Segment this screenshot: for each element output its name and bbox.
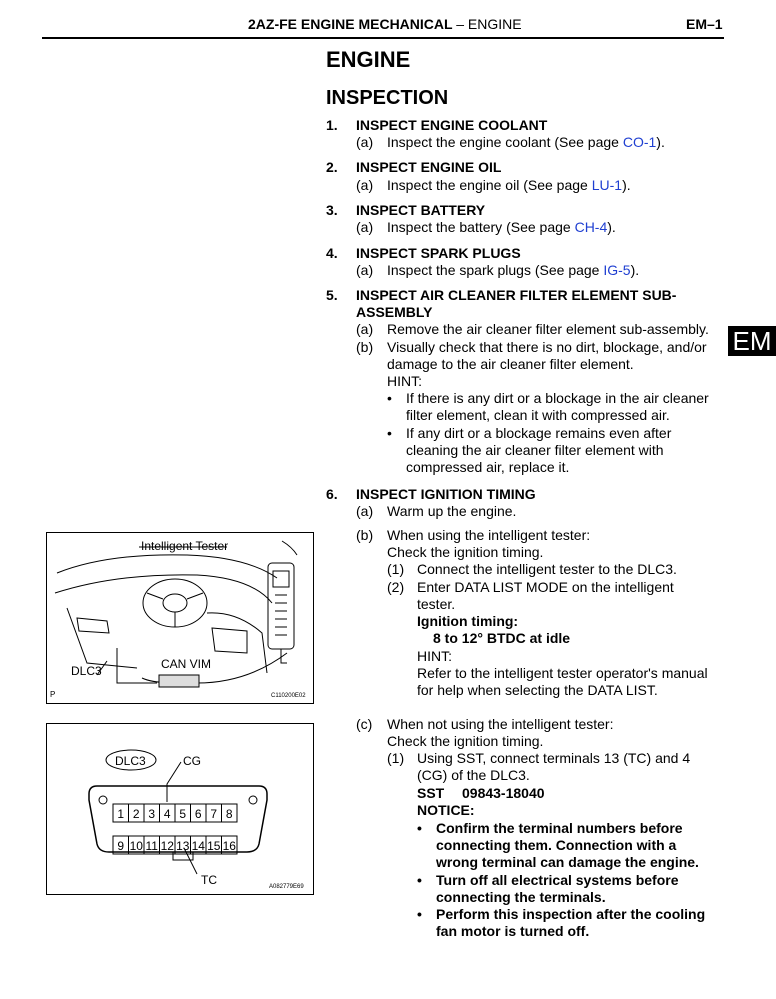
sub-text xyxy=(387,219,727,236)
step-title: INSPECT ENGINE OIL xyxy=(356,159,502,175)
bullet-dot: • xyxy=(417,872,422,888)
dashboard-illustration xyxy=(47,533,313,703)
step-6-b-1-text: Connect the intelligent tester to the DLC3. xyxy=(417,561,677,577)
sub-text xyxy=(387,262,727,279)
notice-line: Perform this inspection after the cooling xyxy=(436,906,706,922)
running-header xyxy=(248,16,522,32)
sub-text-check: Check the ignition timing. xyxy=(387,733,544,749)
sub-text-line1: Visually check that there is no dirt, blockage, and/or xyxy=(387,339,707,355)
step-number: 1. xyxy=(326,117,338,133)
sub-text: When using the intelligent tester: xyxy=(387,527,591,543)
step-title: INSPECT ENGINE COOLANT xyxy=(356,117,548,133)
step-6-b-2-line1: Enter DATA LIST MODE on the intelligent xyxy=(417,579,674,595)
bullet-line: filter element, clean it with compressed air. xyxy=(406,407,670,423)
pin-label-7: 7 xyxy=(210,807,218,821)
sub-text: Remove the air cleaner filter element sub-assembly. xyxy=(387,321,709,337)
sst-label: SST xyxy=(417,785,445,801)
sub-text-post: ). xyxy=(656,134,665,150)
label-dlc3: DLC3 xyxy=(71,664,102,678)
step-number: 6. xyxy=(326,486,338,502)
pin-label-12: 12 xyxy=(160,839,174,853)
sub-text-pre: Inspect the engine oil (See page xyxy=(387,177,592,193)
step-6-b-1-marker: (1) xyxy=(387,561,405,577)
sub-text-pre: Inspect the battery (See page xyxy=(387,219,575,235)
page-link-ch4[interactable]: CH-4 xyxy=(574,219,608,235)
pin-label-5: 5 xyxy=(179,807,187,821)
hint-label: HINT: xyxy=(387,373,422,389)
notice-line: Confirm the terminal numbers before xyxy=(436,820,683,836)
page-link-ig5[interactable]: IG-5 xyxy=(603,262,631,278)
figure-intelligent-tester xyxy=(46,532,314,704)
section-tab: EM xyxy=(728,326,776,356)
sub-text-pre: Inspect the engine coolant (See page xyxy=(387,134,623,150)
notice-label: NOTICE: xyxy=(417,802,475,818)
hint-line2: for help when selecting the DATA LIST. xyxy=(417,682,658,698)
sub-text-check: Check the ignition timing. xyxy=(387,544,544,560)
sub-text-post: ). xyxy=(607,219,616,235)
sub-marker: (a) xyxy=(356,177,374,193)
sub-text xyxy=(387,134,727,151)
pin-label-14: 14 xyxy=(191,839,205,853)
page-link-co1[interactable]: CO-1 xyxy=(622,134,657,150)
bullet-dot: • xyxy=(417,906,422,922)
sub-marker: (a) xyxy=(356,219,374,235)
pin-row-top xyxy=(113,804,237,822)
spec-label: Ignition timing: xyxy=(417,613,519,629)
can-vim-module xyxy=(159,675,199,687)
sub-marker: (a) xyxy=(356,321,374,337)
step-number: 2. xyxy=(326,159,338,175)
sub-text-post: ). xyxy=(630,262,640,278)
pin-label-15: 15 xyxy=(207,839,221,853)
bullet-line: compressed air, replace it. xyxy=(406,459,570,475)
sst-value: 09843-18040 xyxy=(462,785,545,801)
sub-text: Warm up the engine. xyxy=(387,503,517,519)
pin-label-11: 11 xyxy=(145,839,158,853)
step-6-c-1-marker: (1) xyxy=(387,750,405,766)
section-title: INSPECTION xyxy=(326,87,449,109)
spec-value: 8 to 12° BTDC at idle xyxy=(433,630,571,646)
step-number: 5. xyxy=(326,287,338,303)
step-number: 4. xyxy=(326,245,338,261)
figure-code: A082779E69 xyxy=(269,884,304,890)
page-title: ENGINE xyxy=(326,47,411,72)
step-6-b-2-line2: tester. xyxy=(417,596,456,612)
notice-line: connecting them. Connection with a xyxy=(436,837,677,853)
bullet-dot: • xyxy=(387,390,392,406)
header-subsection: ENGINE xyxy=(467,16,522,32)
step-title: INSPECT BATTERY xyxy=(356,202,486,218)
sub-text-pre: Inspect the spark plugs (See page xyxy=(387,262,604,278)
bullet-line: cleaning the air cleaner filter element with xyxy=(406,442,664,458)
step-6-b-2-marker: (2) xyxy=(387,579,405,595)
pin-label-16: 16 xyxy=(222,839,236,853)
sub-marker: (a) xyxy=(356,262,374,278)
connector-hole-left xyxy=(99,796,107,804)
page-number: EM–1 xyxy=(686,16,723,32)
label-intelligent-tester: Intelligent Tester xyxy=(141,539,229,553)
figure-code: C110200E02 xyxy=(271,693,306,699)
label-cg: CG xyxy=(183,754,201,768)
figure-dlc3-connector xyxy=(46,723,314,895)
hint-line1: Refer to the intelligent tester operator's manual xyxy=(417,665,708,681)
pin-row-bottom xyxy=(113,836,237,854)
figure-corner-mark: P xyxy=(50,690,56,699)
sub-text-post: ). xyxy=(622,177,631,193)
bullet-line: If there is any dirt or a blockage in the air cleaner xyxy=(406,390,709,406)
page-link-lu1[interactable]: LU-1 xyxy=(591,177,623,193)
step-title: INSPECT IGNITION TIMING xyxy=(356,486,536,502)
connector-hole-right xyxy=(249,796,257,804)
sub-text: When not using the intelligent tester: xyxy=(387,716,614,732)
sub-marker: (b) xyxy=(356,527,374,543)
sub-marker: (c) xyxy=(356,716,373,732)
pin-label-8: 8 xyxy=(225,807,233,821)
notice-line: connecting the terminals. xyxy=(436,889,606,905)
hint-label: HINT: xyxy=(417,648,452,664)
pin-label-2: 2 xyxy=(132,807,140,821)
header-rule xyxy=(42,37,724,39)
step-6-c-1-line2: (CG) of the DLC3. xyxy=(417,767,530,783)
pin-label-6: 6 xyxy=(194,807,202,821)
notice-line: Turn off all electrical systems before xyxy=(436,872,679,888)
bullet-dot: • xyxy=(387,425,392,441)
pin-label-1: 1 xyxy=(117,807,125,821)
step-title-line2: ASSEMBLY xyxy=(356,304,433,320)
step-number: 3. xyxy=(326,202,338,218)
sub-marker: (b) xyxy=(356,339,374,355)
pin-label-10: 10 xyxy=(129,839,143,853)
pin-label-3: 3 xyxy=(148,807,156,821)
header-dash: – xyxy=(456,16,464,32)
sub-marker: (a) xyxy=(356,503,374,519)
notice-line: fan motor is turned off. xyxy=(436,923,590,939)
bullet-line: If any dirt or a blockage remains even after xyxy=(406,425,672,441)
pin-label-9: 9 xyxy=(117,839,125,853)
dlc3-connector-diagram xyxy=(47,724,313,894)
label-tc: TC xyxy=(201,873,217,887)
cg-leader-line xyxy=(167,762,181,802)
step-6-c-1-line1: Using SST, connect terminals 13 (TC) and 4 xyxy=(417,750,691,766)
step-title-line1: INSPECT AIR CLEANER FILTER ELEMENT SUB- xyxy=(356,287,677,303)
notice-line: wrong terminal can damage the engine. xyxy=(436,854,699,870)
label-can-vim: CAN VIM xyxy=(161,657,212,671)
header-section: 2AZ-FE ENGINE MECHANICAL xyxy=(248,16,453,32)
bullet-dot: • xyxy=(417,820,422,836)
label-dlc3: DLC3 xyxy=(115,754,146,768)
pin-label-13: 13 xyxy=(176,839,190,853)
sub-marker: (a) xyxy=(356,134,374,150)
step-title: INSPECT SPARK PLUGS xyxy=(356,245,521,261)
pin-label-4: 4 xyxy=(163,807,171,821)
sub-text xyxy=(387,177,727,194)
sub-text-line2: damage to the air cleaner filter element. xyxy=(387,356,634,372)
